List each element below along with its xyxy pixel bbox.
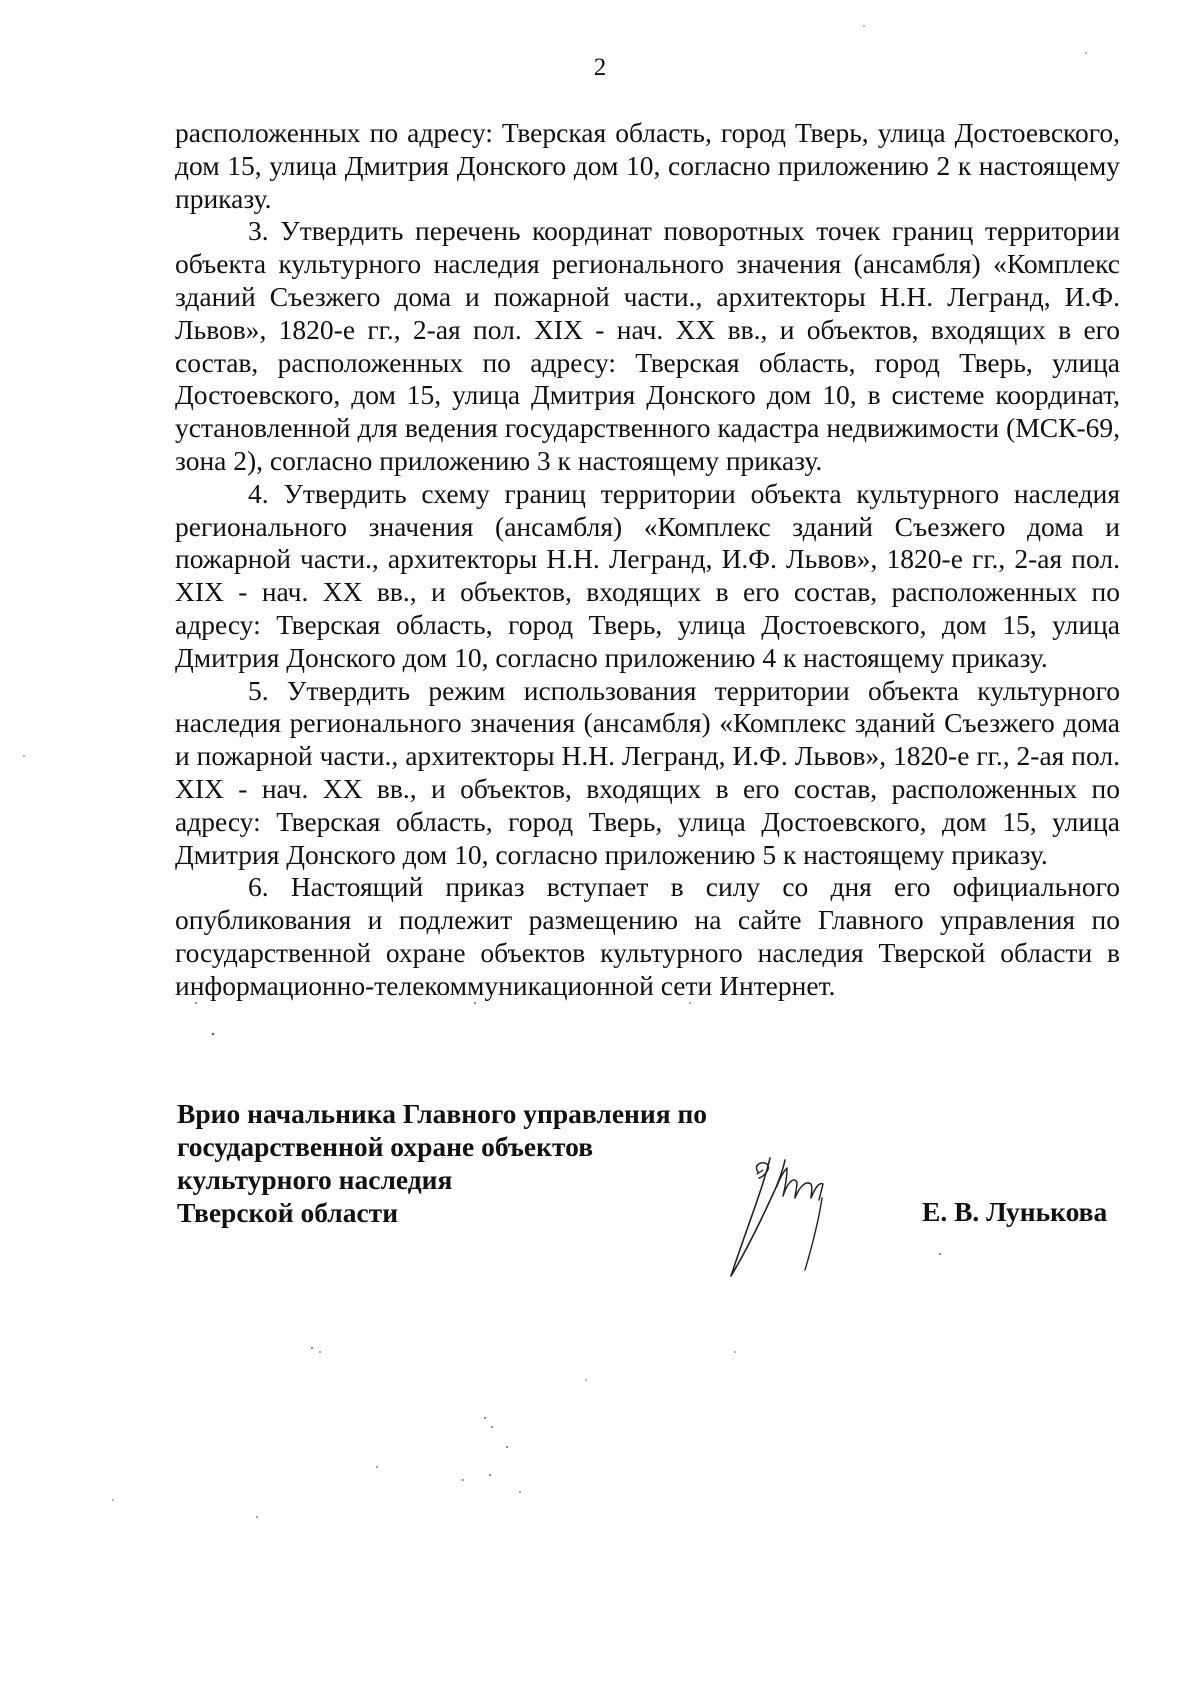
paragraph-item-5: 5. Утвердить режим использования территории объекта культурного наследия регионального значения (ансамбля) «Комплекс зданий Съезжего дома и пожарной части., архитекторы Н.Н. Легранд, И.Ф. Львов», 1820-е гг., 2-ая пол. XIX - нач. XX вв., и объектов, входящих в его состав, расположенных по адресу: Тверская область, город Тверь, улица Достоевского, дом 15, улица Дмитрия Донского дом 10, согласно приложению 5 к настоящему приказу. xyxy=(175,674,1120,870)
paragraph-item-3: 3. Утвердить перечень координат поворотных точек границ территории объекта культурного наследия регионального значения (ансамбля) «Комплекс зданий Съезжего дома и пожарной части., архитекторы Н.Н. Легранд, И.Ф. Львов», 1820-е гг., 2-ая пол. XIX - нач. XX вв., и объектов, входящих в его состав, расположенных по адресу: Тверская область, город Тверь, улица Достоевского, дом 15, улица Дмитрия Донского дом 10, в системе координат, установленной для ведения государственного кадастра недвижимости (МСК-69, зона 2), согласно приложению 3 к настоящему приказу. xyxy=(175,215,1120,476)
paragraph-item-6: 6. Настоящий приказ вступает в силу со дня его официального опубликования и подлежит размещению на сайте Главного управления по государственной охране объектов культурного наследия Тверской области в информационно-телекоммуникационной сети Интернет. xyxy=(175,871,1120,1001)
handwritten-signature xyxy=(725,1148,875,1288)
signatory-position-line: Тверской области xyxy=(177,1197,399,1228)
signatory-position xyxy=(177,1097,707,1229)
document-body xyxy=(175,117,1120,1003)
paragraph-continuation: расположенных по адресу: Тверская область, город Тверь, улица Достоевского, дом 15, улица Дмитрия Донского дом 10, согласно приложению 2 к настоящему приказу. xyxy=(175,117,1120,214)
page-number: 2 xyxy=(593,54,607,81)
signer-name: Е. В. Лунькова xyxy=(922,1196,1108,1227)
signatory-position-line: государственной охране объектов xyxy=(177,1131,594,1162)
signatory-position-line: Врио начальника Главного управления по xyxy=(177,1098,708,1129)
signatory-position-line: культурного наследия xyxy=(177,1164,453,1195)
paragraph-item-4: 4. Утвердить схему границ территории объекта культурного наследия регионального значения (ансамбля) «Комплекс зданий Съезжего дома и пожарной части., архитекторы Н.Н. Легранд, И.Ф. Львов», 1820-е гг., 2-ая пол. XIX - нач. XX вв., и объектов, входящих в его состав, расположенных по адресу: Тверская область, город Тверь, улица Достоевского, дом 15, улица Дмитрия Донского дом 10, согласно приложению 4 к настоящему приказу. xyxy=(175,477,1120,673)
